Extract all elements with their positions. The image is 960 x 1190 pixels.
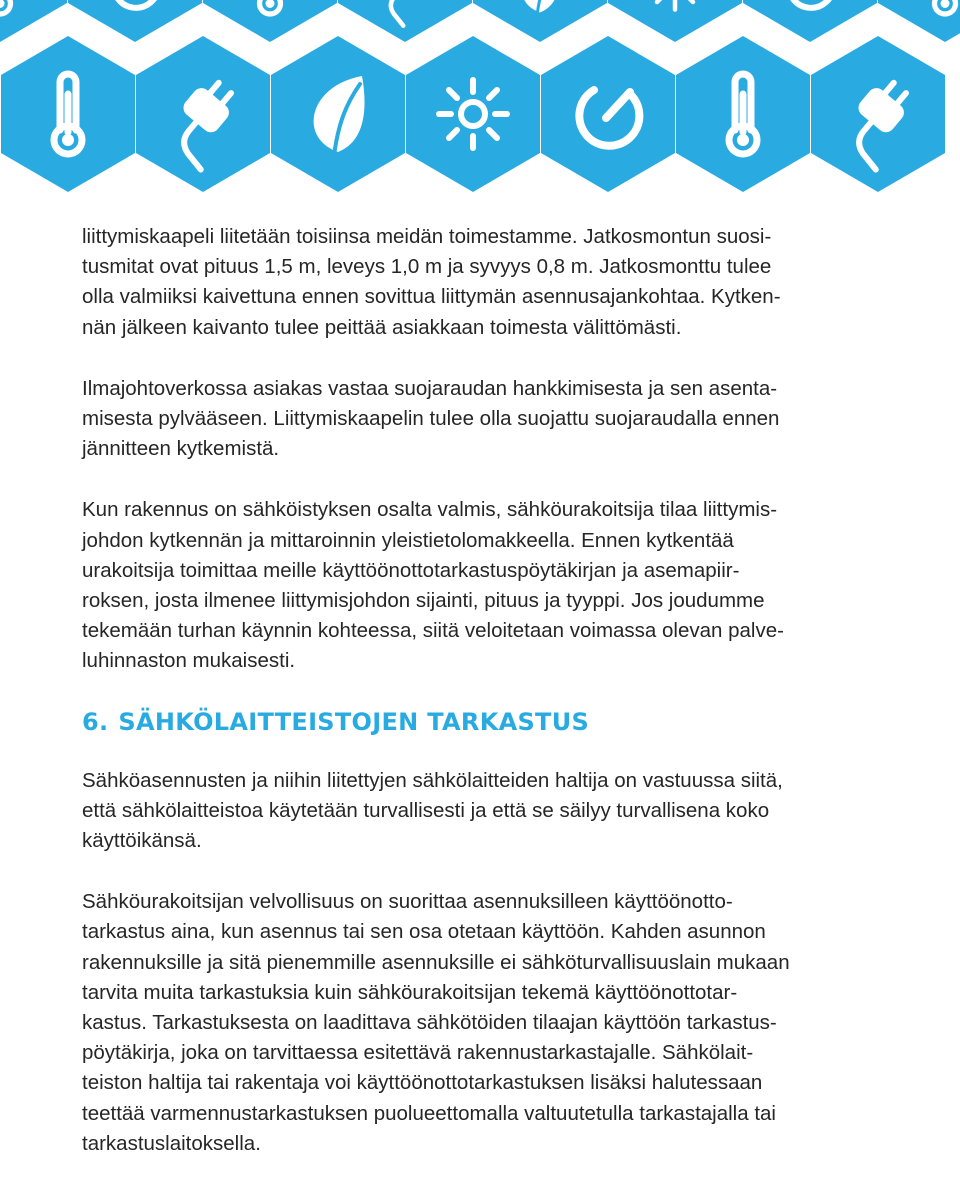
thermometer-icon [203,0,337,42]
text-line: misesta pylvääseen. Liittymiskaapelin tulee olla suojattu suojaraudalla ennen [82,407,780,431]
document-body [82,222,882,1190]
text-line: teettää varmennustarkastuksen puolueettomalla valtuutetulla tarkastajalla tai [82,1101,776,1125]
text-line: teiston haltija tai rakentaja voi käyttöönottotarkastuksen lisäksi halutessaan [82,1071,763,1095]
sun-icon [608,0,742,42]
thermometer-icon [676,36,810,192]
section-number: 6. [82,707,109,736]
paragraph [82,495,882,676]
text-line: tusmitat ovat pituus 1,5 m, leveys 1,0 m ja syvyys 0,8 m. Jatkosmonttu tulee [82,255,772,279]
text-line: rakennuksille ja sitä pienemmille asennuksille ei sähköturvallisuuslain mukaan [82,950,790,974]
text-line: tarkastuslaitoksella. [82,1131,261,1155]
text-line: luhinnaston mukaisesti. [82,649,296,673]
plug-icon [811,36,945,192]
text-line: tarvita muita tarkastuksia kuin sähköurakoitsijan tekemä käyttöönottotar- [82,980,738,1004]
text-line: urakoitsija toimittaa meille käyttöönottotarkastuspöytäkirjan ja asemapiir- [82,558,740,582]
text-line: Kun rakennus on sähköistyksen osalta valmis, sähköurakoitsija tilaa liittymis- [82,498,778,522]
leaf-icon [271,36,405,192]
text-line: jännitteen kytkemistä. [82,437,280,461]
text-line: olla valmiiksi kaivettuna ennen sovittua liittymän asennusajankohtaa. Kytken- [82,285,781,309]
section-heading [82,708,882,736]
text-line: nän jälkeen kaivanto tulee peittää asiakkaan toimesta välittömästi. [82,315,682,339]
power-button-icon [743,0,877,42]
paragraph-group-bottom [82,766,882,1159]
text-line: tekemään turhan käynnin kohteessa, siitä veloitetaan voimassa olevan palve- [82,619,784,643]
plug-icon [338,0,472,42]
text-line: Ilmajohtoverkossa asiakas vastaa suojaraudan hankkimisesta ja sen asenta- [82,376,778,400]
text-line: johdon kytkennän ja mittaroinnin yleistietolomakkeella. Ennen kytkentää [82,528,734,552]
power-button-icon [541,36,675,192]
hexagon-icon-banner [0,0,960,200]
paragraph-group-top [82,222,882,677]
section-title: SÄHKÖLAITTEISTOJEN TARKASTUS [118,707,590,736]
text-line: että sähkölaitteistoa käytetään turvallisesti ja että se säilyy turvallisena koko [82,798,770,822]
paragraph [82,887,882,1159]
text-line: kastus. Tarkastuksesta on laadittava sähkötöiden tilaajan käyttöön tarkastus- [82,1011,777,1035]
sun-icon [406,36,540,192]
paragraph [82,222,882,343]
paragraph [82,766,882,857]
paragraph [82,374,882,465]
thermometer-icon [1,36,135,192]
plug-icon [136,36,270,192]
power-button-icon [68,0,202,42]
text-line: Sähköasennusten ja niihin liitettyjen sähkölaitteiden haltija on vastuussa siitä, [82,768,783,792]
text-line: pöytäkirja, joka on tarvittaessa esitettävä rakennustarkastajalle. Sähkölait- [82,1041,754,1065]
text-line: käyttöikänsä. [82,829,202,853]
text-line: roksen, josta ilmenee liittymisjohdon sijainti, pituus ja tyyppi. Jos joudumme [82,589,765,613]
text-line: tarkastus aina, kun asennus tai sen osa otetaan käyttöön. Kahden asunnon [82,920,766,944]
text-line: liittymiskaapeli liitetään toisiinsa meidän toimestamme. Jatkosmontun suosi- [82,225,772,248]
leaf-icon [473,0,607,42]
text-line: Sähköurakoitsijan velvollisuus on suorittaa asennuksilleen käyttöönotto- [82,890,733,914]
